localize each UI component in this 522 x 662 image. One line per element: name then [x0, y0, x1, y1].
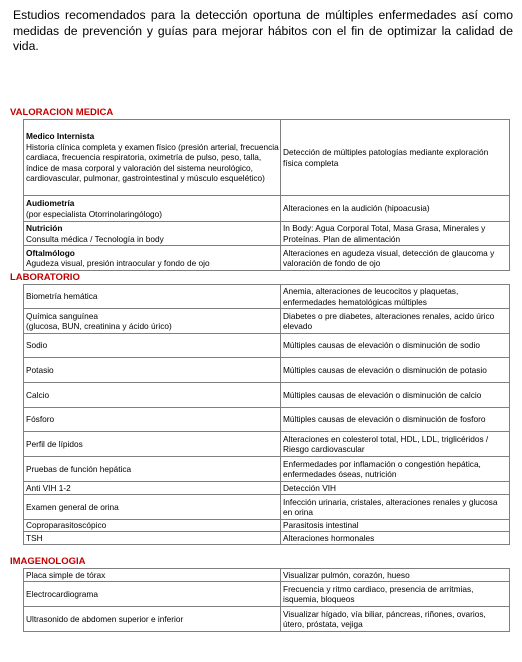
table-cell-test: Coproparasitoscópico — [24, 520, 281, 532]
table-row — [24, 358, 510, 383]
imagenologia-table — [23, 568, 510, 632]
intro-paragraph: Estudios recomendados para la detección oportuna de múltiples enfermedades así como medidas de prevención y guías para mejorar hábitos con el fin de optimizar la calidad de vida. — [13, 8, 513, 53]
table-cell-study — [24, 196, 281, 222]
table-cell-test: Química sanguínea (glucosa, BUN, creatinina y ácido úrico) — [24, 309, 281, 334]
study-name: Oftalmólogo — [26, 247, 75, 258]
table-row — [24, 334, 510, 358]
table-row — [24, 408, 510, 432]
table-row — [24, 582, 510, 607]
table-cell-test: Electrocardiograma — [24, 582, 281, 607]
study-name: Audiometría — [26, 198, 75, 209]
study-detail: Consulta médica / Tecnología in body — [26, 233, 164, 244]
table-cell-test: Potasio — [24, 358, 281, 383]
study-detail: (por especialista Otorrinolaringólogo) — [26, 208, 163, 219]
table-cell-test: Sodio — [24, 334, 281, 358]
table-cell-result: Enfermedades por inflamación o congestión hepática, enfermedades óseas, nutrición — [281, 457, 510, 482]
table-cell-result: Anemia, alteraciones de leucocitos y plaquetas, enfermedades hematológicas múltiples — [281, 285, 510, 309]
table-row — [24, 222, 510, 246]
table-cell-result: Frecuencia y ritmo cardiaco, presencia de arritmias, isquemia, bloqueos — [281, 582, 510, 607]
valoracion-table — [23, 119, 510, 271]
section-title-valoracion: VALORACION MEDICA — [10, 107, 114, 118]
table-cell-study — [24, 120, 281, 196]
table-row — [24, 285, 510, 309]
table-cell-study — [24, 246, 281, 271]
table-row — [24, 432, 510, 457]
table-cell-result: Alteraciones hormonales — [281, 532, 510, 545]
table-cell-result: Visualizar hígado, vía biliar, páncreas, riñones, ovarios, útero, próstata, vejiga — [281, 607, 510, 632]
study-name: Nutrición — [26, 223, 63, 234]
table-cell-result: Alteraciones en colesterol total, HDL, LDL, triglicéridos / Riesgo cardiovascular — [281, 432, 510, 457]
table-cell-test: Examen general de orina — [24, 495, 281, 520]
table-cell-test: Pruebas de función hepática — [24, 457, 281, 482]
section-title-imagenologia: IMAGENOLOGIA — [10, 556, 86, 567]
table-row — [24, 569, 510, 582]
study-name: Medico Internista — [26, 131, 95, 142]
table-cell-result: Múltiples causas de elevación o disminución de potasio — [281, 358, 510, 383]
table-row — [24, 120, 510, 196]
table-cell-result: Alteraciones en agudeza visual, detección de glaucoma y valoración de fondo de ojo — [281, 246, 510, 271]
table-cell-test: Anti VIH 1-2 — [24, 482, 281, 495]
table-cell-result: Alteraciones en la audición (hipoacusia) — [281, 196, 510, 222]
section-title-laboratorio: LABORATORIO — [10, 272, 80, 283]
table-cell-result: Detección VIH — [281, 482, 510, 495]
table-cell-result: Parasitosis intestinal — [281, 520, 510, 532]
table-cell-test: Perfil de lípidos — [24, 432, 281, 457]
table-row — [24, 246, 510, 271]
table-row — [24, 495, 510, 520]
study-detail: Historia clínica completa y examen físico (presión arterial, frecuencia cardiaca, frecuencia respiratoria, oximetría de pulso, peso, talla, índice de masa corporal y valoración del sistema neurológico, cardiovascular, pulmonar, gastrointestinal y músculo esquelético) — [26, 141, 279, 184]
table-row — [24, 482, 510, 495]
table-cell-result: Visualizar pulmón, corazón, hueso — [281, 569, 510, 582]
table-cell-test: Placa simple de tórax — [24, 569, 281, 582]
table-row — [24, 607, 510, 632]
table-cell-test: Calcio — [24, 383, 281, 408]
table-cell-result: Diabetes o pre diabetes, alteraciones renales, acido úrico elevado — [281, 309, 510, 334]
table-cell-study — [24, 222, 281, 246]
table-row — [24, 383, 510, 408]
table-row — [24, 457, 510, 482]
table-cell-result: Múltiples causas de elevación o disminución de calcio — [281, 383, 510, 408]
table-row — [24, 520, 510, 532]
table-cell-result: Detección de múltiples patologías mediante exploración física completa — [281, 120, 510, 196]
table-row — [24, 309, 510, 334]
table-cell-result: Múltiples causas de elevación o disminución de fosforo — [281, 408, 510, 432]
laboratorio-table — [23, 284, 510, 545]
table-cell-test: Fósforo — [24, 408, 281, 432]
table-cell-test: Biometría hemática — [24, 285, 281, 309]
table-cell-result: In Body: Agua Corporal Total, Masa Grasa, Minerales y Proteínas. Plan de alimentación — [281, 222, 510, 246]
study-detail: Agudeza visual, presión intraocular y fondo de ojo — [26, 258, 210, 268]
table-row — [24, 532, 510, 545]
table-cell-result: Múltiples causas de elevación o disminución de sodio — [281, 334, 510, 358]
table-cell-result: Infección urinaria, cristales, alteraciones renales y glucosa en orina — [281, 495, 510, 520]
table-cell-test: Ultrasonido de abdomen superior e inferior — [24, 607, 281, 632]
table-cell-test: TSH — [24, 532, 281, 545]
table-row — [24, 196, 510, 222]
